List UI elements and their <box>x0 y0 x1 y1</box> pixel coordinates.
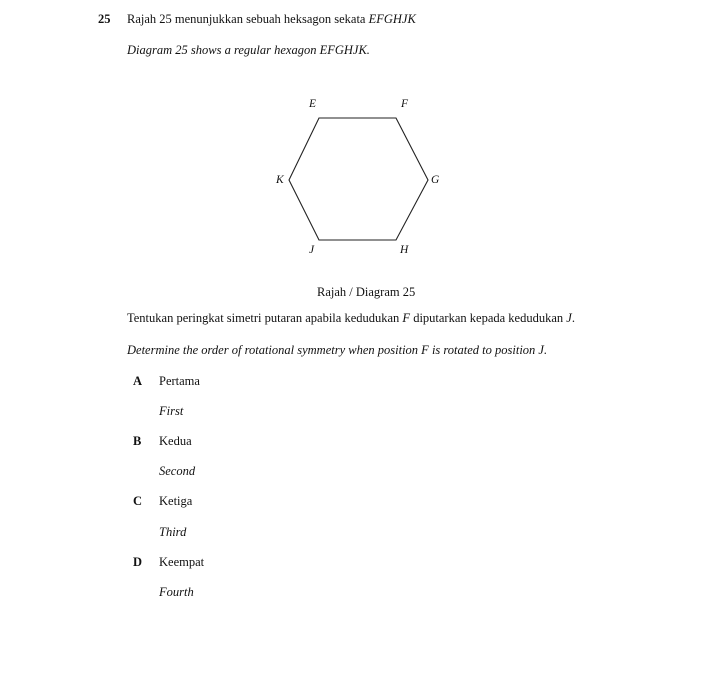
question-number: 25 <box>98 12 111 26</box>
option-a-letter: A <box>133 374 143 388</box>
option-b-english: Second <box>159 464 196 478</box>
option-d-english: Fourth <box>159 585 194 599</box>
option-d-malay: Keempat <box>159 555 205 569</box>
prompt-malay-end: . <box>571 311 575 325</box>
stem-shape-name: EFGHJK <box>368 12 416 26</box>
question-prompt-malay <box>127 311 575 326</box>
option-b-malay: Kedua <box>159 434 192 448</box>
option-c-english: Third <box>159 525 187 539</box>
option-a-malay: Pertama <box>159 374 200 388</box>
option-b-letter: B <box>133 434 142 448</box>
prompt-malay-part2: diputarkan kepada kedudukan <box>410 311 567 325</box>
option-c-letter: C <box>133 494 143 508</box>
prompt-malay-j: J <box>566 311 572 325</box>
option-a-english: First <box>159 404 184 418</box>
vertex-label-f: F <box>401 98 409 110</box>
diagram-caption: Rajah / Diagram 25 <box>317 285 416 299</box>
prompt-malay-f: F <box>402 311 411 325</box>
question-stem-english: Diagram 25 shows a regular hexagon EFGHJK. <box>127 43 370 57</box>
option-d-letter: D <box>133 555 143 569</box>
vertex-label-h: H <box>400 244 409 256</box>
regular-hexagon-shape <box>289 118 428 240</box>
stem-malay-text: Rajah 25 menunjukkan sebuah heksagon sekata <box>127 12 369 26</box>
vertex-label-e: E <box>309 98 317 110</box>
prompt-malay-part1: Tentukan peringkat simetri putaran apabila kedudukan <box>127 311 403 325</box>
vertex-label-g: G <box>431 174 440 186</box>
option-c-malay: Ketiga <box>159 494 193 508</box>
vertex-label-k: K <box>276 174 284 186</box>
question-prompt-english: Determine the order of rotational symmetry when position F is rotated to position J. <box>127 343 548 357</box>
vertex-label-j: J <box>309 244 315 256</box>
